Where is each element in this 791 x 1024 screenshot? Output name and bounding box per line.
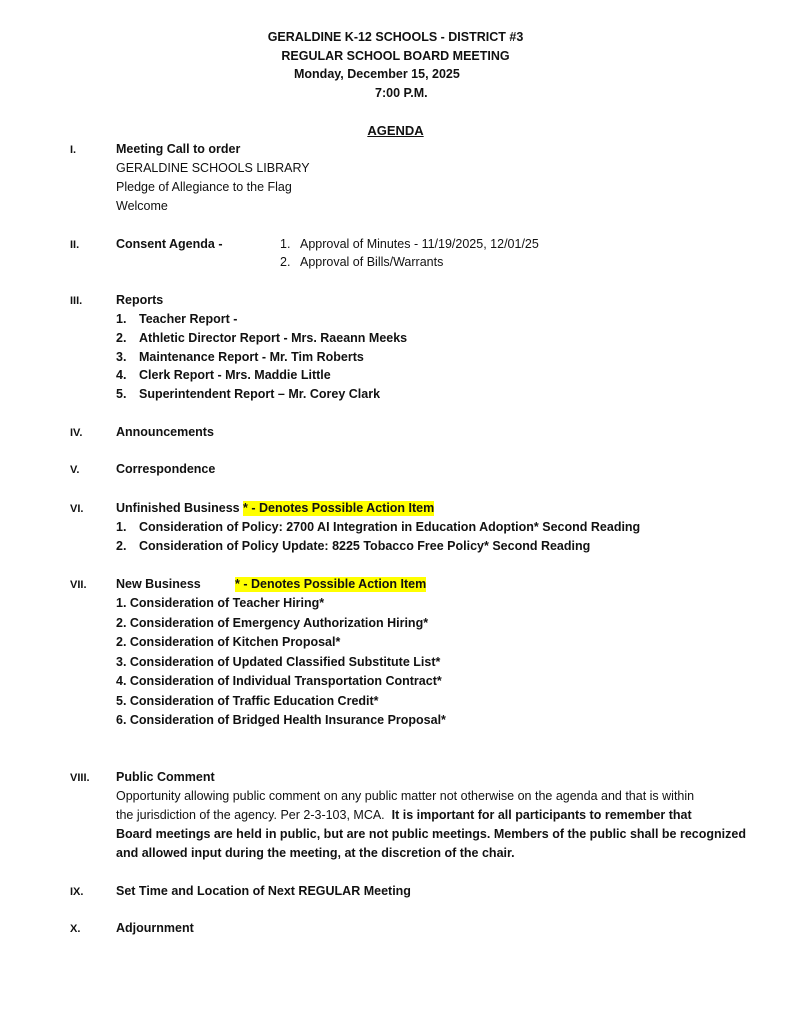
action-item-note: * - Denotes Possible Action Item [235, 577, 427, 591]
unfinished-item-number: 1. [116, 520, 127, 534]
report-item-number: 5. [116, 387, 127, 401]
section-numeral-9: IX. [70, 886, 84, 898]
meeting-location: GERALDINE SCHOOLS LIBRARY [116, 161, 310, 175]
section-numeral-5: V. [70, 464, 80, 476]
report-item-number: 3. [116, 350, 127, 364]
section-title-consent-agenda: Consent Agenda - [116, 237, 223, 251]
public-comment-notice: and allowed input during the meeting, at the discretion of the chair. [116, 846, 515, 860]
meeting-time: 7:00 P.M. [375, 86, 428, 100]
unfinished-item: Consideration of Policy: 2700 AI Integration in Education Adoption* Second Reading [139, 520, 641, 534]
new-business-item: 1. Consideration of Teacher Hiring* [116, 596, 325, 610]
section-numeral-10: X. [70, 923, 81, 935]
new-business-item: 2. Consideration of Emergency Authorization Hiring* [116, 616, 429, 630]
section-title-public-comment: Public Comment [116, 770, 215, 784]
section-title-new-business: New Business [116, 577, 201, 591]
section-title-reports: Reports [116, 293, 164, 307]
consent-item: Approval of Bills/Warrants [300, 255, 444, 269]
new-business-item: 6. Consideration of Bridged Health Insurance Proposal* [116, 713, 446, 727]
section-numeral-8: VIII. [70, 772, 90, 784]
new-business-item: 3. Consideration of Updated Classified Substitute List* [116, 655, 441, 669]
report-item: Maintenance Report - Mr. Tim Roberts [139, 350, 364, 364]
public-comment-notice: Board meetings are held in public, but are not public meetings. Members of the public shall be recognized [116, 827, 746, 841]
section-numeral-2: II. [70, 239, 80, 251]
district-title: GERALDINE K-12 SCHOOLS - DISTRICT #3 [267, 30, 524, 44]
report-item-number: 4. [116, 368, 127, 382]
unfinished-item-number: 2. [116, 539, 127, 553]
consent-item: Approval of Minutes - 11/19/2025, 12/01/25 [300, 237, 539, 251]
public-comment-text [116, 808, 692, 823]
public-comment-notice: It is important for all participants to remember that [391, 808, 692, 822]
section-numeral-3: III. [70, 295, 83, 307]
public-comment-statute: the jurisdiction of the agency. Per 2-3-103, MCA. [116, 808, 385, 822]
report-item: Athletic Director Report - Mrs. Raeann Meeks [139, 331, 408, 345]
report-item: Superintendent Report – Mr. Corey Clark [139, 387, 381, 401]
report-item-number: 1. [116, 312, 127, 326]
new-business-item: 4. Consideration of Individual Transportation Contract* [116, 674, 442, 688]
section-numeral-4: IV. [70, 427, 83, 439]
section-title-unfinished-business: Unfinished Business [116, 501, 240, 515]
meeting-title: REGULAR SCHOOL BOARD MEETING [281, 49, 510, 63]
pledge-line: Pledge of Allegiance to the Flag [116, 180, 292, 194]
report-item: Teacher Report - [139, 312, 238, 326]
new-business-item: 2. Consideration of Kitchen Proposal* [116, 635, 341, 649]
section-title-next-meeting: Set Time and Location of Next REGULAR Meeting [116, 884, 411, 898]
section-numeral-1: I. [70, 144, 77, 156]
report-item: Clerk Report - Mrs. Maddie Little [139, 368, 331, 382]
new-business-item: 5. Consideration of Traffic Education Credit* [116, 694, 379, 708]
public-comment-text: Opportunity allowing public comment on any public matter not otherwise on the agenda and that is within [116, 789, 695, 803]
action-item-note: * - Denotes Possible Action Item [243, 501, 435, 515]
section-numeral-6: VI. [70, 503, 84, 515]
section-title-correspondence: Correspondence [116, 462, 216, 476]
welcome-line: Welcome [116, 199, 168, 213]
section-title-announcements: Announcements [116, 425, 214, 439]
consent-item-number: 2. [280, 255, 291, 269]
section-title-adjournment: Adjournment [116, 921, 194, 935]
report-item-number: 2. [116, 331, 127, 345]
unfinished-item: Consideration of Policy Update: 8225 Tobacco Free Policy* Second Reading [139, 539, 591, 553]
consent-item-number: 1. [280, 237, 291, 251]
agenda-heading: AGENDA [367, 123, 424, 138]
meeting-date: Monday, December 15, 2025 [294, 67, 460, 81]
section-title-call-to-order: Meeting Call to order [116, 142, 241, 156]
section-numeral-7: VII. [70, 579, 87, 591]
